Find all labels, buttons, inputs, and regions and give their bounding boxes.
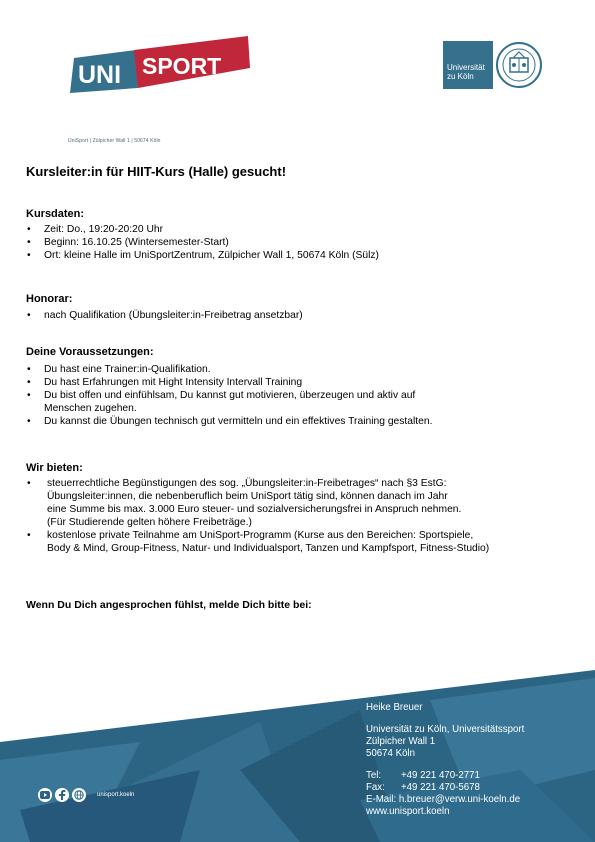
- list-item: • Du hast eine Trainer:in-Qualifikation.: [26, 363, 432, 376]
- honorar-list: [26, 309, 303, 322]
- logo-uni-text: UNI: [78, 61, 122, 89]
- contact-fax-row: [366, 782, 524, 794]
- header-address: UniSport | Zülpicher Wall 1 | 50674 Köln: [68, 138, 161, 144]
- university-logo-box: [443, 41, 493, 89]
- list-item-continuation-text: Menschen zugehen.: [44, 403, 137, 414]
- logo-sport-text: SPORT: [142, 53, 222, 79]
- youtube-icon[interactable]: [38, 788, 52, 802]
- list-item-line: Body & Mind, Group-Fitness, Natur- und Individualsport, Tanzen und Kampfsport, Fitness-Studio): [47, 543, 490, 554]
- contact-tel-row: [366, 770, 524, 782]
- university-logo-line1: Universität: [447, 63, 485, 72]
- contact-call-to-action: Wenn Du Dich angesprochen fühlst, melde Dich bitte bei:: [26, 599, 312, 611]
- contact-name: Heike Breuer: [366, 702, 423, 713]
- contact-tel-label: Tel:: [366, 770, 382, 781]
- university-seal-icon: [495, 41, 543, 89]
- page-title: Kursleiter:in für HIIT-Kurs (Halle) gesucht!: [26, 164, 287, 179]
- list-item-line: • steuerrechtliche Begünstigungen des sog. „Übungsleiter:in-Freibetrages“ nach §3 EstG:: [47, 478, 447, 489]
- facebook-icon[interactable]: [55, 788, 69, 802]
- contact-fax-label: Fax:: [366, 782, 385, 793]
- contact-city: 50674 Köln: [366, 748, 416, 759]
- list-item-line: (Für Studierende gelten höhere Freibeträge.): [47, 517, 252, 528]
- voraussetzungen-heading: Deine Voraussetzungen:: [26, 346, 154, 358]
- list-item-line: • kostenlose private Teilnahme am UniSport-Programm (Kurse aus den Bereichen: Sportspiele,: [47, 530, 474, 541]
- list-item: • Du kannst die Übungen technisch gut vermitteln und ein effektives Training gestalten.: [26, 415, 432, 428]
- list-item: • nach Qualifikation (Übungsleiter:in-Freibetrag ansetzbar): [26, 309, 303, 322]
- honorar-heading: Honorar:: [26, 293, 73, 305]
- contact-block: [366, 702, 524, 818]
- university-logo[interactable]: [443, 41, 543, 89]
- kursdaten-heading: Kursdaten:: [26, 208, 85, 220]
- list-item: • Zeit: Do., 19:20-20:20 Uhr: [26, 223, 379, 236]
- contact-web[interactable]: www.unisport.koeln: [366, 806, 450, 817]
- voraussetzungen-list: [26, 363, 432, 428]
- list-item: • Beginn: 16.10.25 (Wintersemester-Start): [26, 236, 379, 249]
- list-item: • Ort: kleine Halle im UniSportZentrum, Zülpicher Wall 1, 50674 Köln (Sülz): [26, 249, 379, 262]
- list-item-line: Übungsleiter:innen, die nebenberuflich beim UniSport tätig sind, können danach im Jahr: [47, 491, 448, 502]
- bieten-list: [26, 477, 489, 555]
- contact-tel[interactable]: +49 221 470-2771: [401, 770, 480, 781]
- kursdaten-list: [26, 223, 379, 262]
- list-item-line: eine Summe bis max. 3.000 Euro steuer- und sozialversicherungsfrei in Anspruch nehmen.: [47, 504, 462, 515]
- contact-org: Universität zu Köln, Universitätssport: [366, 724, 525, 735]
- list-item: • Du bist offen und einfühlsam, Du kannst gut motivieren, überzeugen und aktiv auf: [26, 389, 432, 402]
- university-logo-line2: zu Köln: [447, 72, 474, 81]
- unisport-logo[interactable]: [68, 36, 250, 94]
- globe-icon[interactable]: [72, 788, 86, 802]
- social-handle: unisport.koeln: [97, 792, 135, 798]
- contact-street: Zülpicher Wall 1: [366, 736, 436, 747]
- list-item: [26, 529, 489, 555]
- contact-email[interactable]: E-Mail: h.breuer@verw.uni-koeln.de: [366, 794, 521, 805]
- contact-fax: +49 221 470-5678: [401, 782, 480, 793]
- bieten-heading: Wir bieten:: [26, 462, 83, 474]
- social-links: [38, 788, 134, 802]
- list-item-continuation: [26, 402, 432, 415]
- list-item: • Du hast Erfahrungen mit Hight Intensity Intervall Training: [26, 376, 432, 389]
- list-item: [26, 477, 489, 529]
